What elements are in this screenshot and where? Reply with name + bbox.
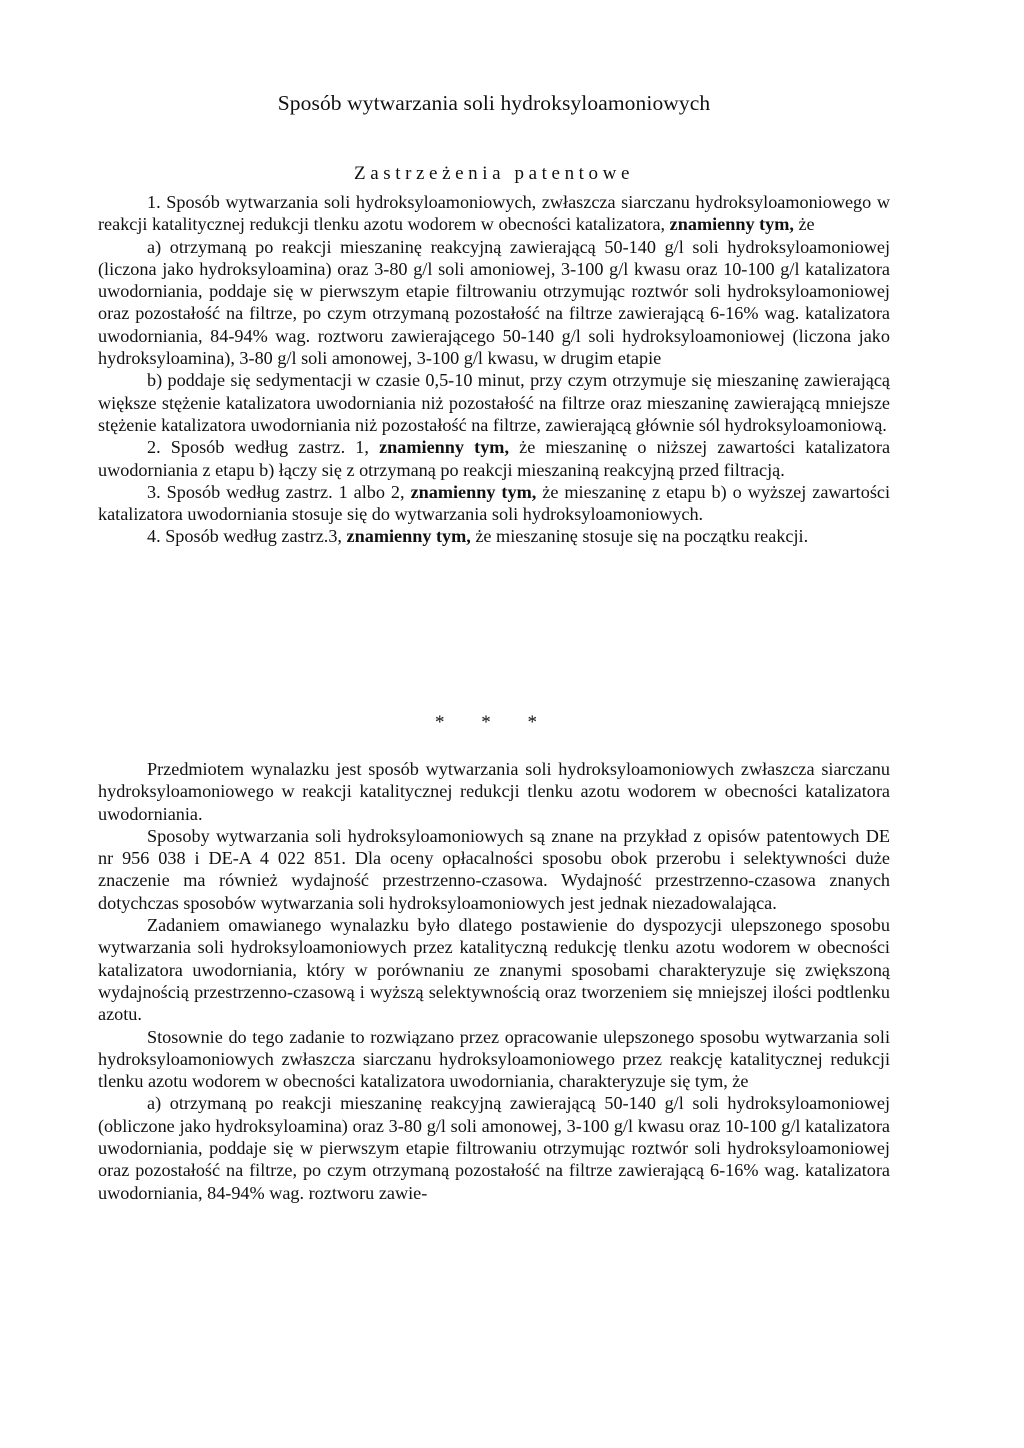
claim-2 (98, 436, 890, 481)
claims-heading: Zastrzeżenia patentowe (353, 163, 634, 184)
section-separator: * * * (435, 712, 553, 733)
description-paragraph: Stosownie do tego zadanie to rozwiązano przez opracowanie ulepszonego sposobu wytwarzania soli hydroksyloamoniowych zwłaszcza siarczanu hydroksyloamoniowego przez reakcję katalitycznej redukcji tlenku azotu wodorem w obecności katalizatora uwodorniania, charakteryzuje się tym, że (98, 1026, 890, 1092)
claim-1-keyword: znamienny tym, (669, 214, 794, 235)
claim-2-keyword: znamienny tym, (379, 437, 509, 458)
claim-4 (98, 525, 890, 547)
claim-3-keyword: znamienny tym, (410, 481, 537, 502)
description-paragraph: Zadaniem omawianego wynalazku było dlatego postawienie do dyspozycji ulepszonego sposobu wytwarzania soli hydroksyloamoniowych przez katalityczną redukcję tlenku azotu wodorem w obecności katalizatora uwodorniania, który w porównaniu ze znanymi sposobami charakteryzuje się zwiększoną wydajnością przestrzenno-czasową i wyższą selektywnością oraz tworzeniem się mniejszej ilości podtlenku azotu. (98, 915, 890, 1025)
claim-2-lead: 2. Sposób według zastrz. 1, (147, 437, 369, 458)
claim-1-lead: 1. Sposób wytwarzania soli hydroksyloamoniowych, zwłaszcza siarczanu hydroksyloamoniowego w reakcji katalitycznej redukcji tlenku azotu wodorem w obecności katalizatora, (98, 192, 890, 235)
claim-1-step-b: b) poddaje się sedymentacji w czasie 0,5-10 minut, przy czym otrzymuje się mieszaninę zawierającą większe stężenie katalizatora uwodorniania niż pozostałość na filtrze oraz mieszaninę zawierającą mniejsze stężenie katalizatora uwodorniania niż pozostałość na filtrze, zawierającą głównie sól hydroksyloamoniową. (98, 370, 890, 435)
claim-3 (98, 481, 890, 526)
claim-2-tail: że mieszaninę o niższej zawartości katalizatora uwodorniania z etapu b) łączy się z otrzymaną po reakcji mieszaniną reakcyjną przed filtracją. (98, 437, 891, 480)
claim-1-step-a: a) otrzymaną po reakcji mieszaninę reakcyjną zawierającą 50-140 g/l soli hydroksyloamoniowej (liczona jako hydroksyloamina) oraz 3-80 g/l soli amoniowej, 3-100 g/l kwasu oraz 10-100 g/l katalizatora uwodorniania, poddaje się w pierwszym etapie filtrowaniu otrzymując roztwór soli hydroksyloamoniowej oraz pozostałość na filtrze, po czym otrzymaną pozostałość na filtrze zawierającą 6-16% wag. katalizatora uwodorniania, 84-94% wag. roztworu zawierającego 50-140 g/l soli hydroksyloamoniowej (liczona jako hydroksyloamina), 3-80 g/l soli amonowej, 3-100 g/l kwasu, w drugim etapie (98, 236, 890, 369)
claim-4-lead: 4. Sposób według zastrz.3, (147, 526, 342, 547)
claims-section (98, 191, 890, 548)
description-section (98, 758, 890, 1204)
claim-3-tail: że mieszaninę z etapu b) o wyższej zawartości katalizatora uwodorniania stosuje się do wytwarzania soli hydroksyloamoniowych. (98, 481, 891, 525)
description-paragraph: a) otrzymaną po reakcji mieszaninę reakcyjną zawierającą 50-140 g/l soli hydroksyloamoniowej (obliczone jako hydroksyloamina) oraz 3-80 g/l soli amonowej, 3-100 g/l kwasu oraz 10-100 g/l katalizatora uwodorniania, poddaje się w pierwszym etapie filtrowaniu otrzymując roztwór soli hydroksyloamoniowej oraz pozostałość na filtrze, po czym otrzymaną pozostałość na filtrze zawierającą 6-16% wag. katalizatora uwodorniania, 84-94% wag. roztworu zawie- (98, 1093, 890, 1203)
claim-1-tail: że (798, 214, 815, 235)
description-paragraph: Sposoby wytwarzania soli hydroksyloamoniowych są znane na przykład z opisów patentowych DE nr 956 038 i DE-A 4 022 851. Dla oceny opłacalności sposobu obok przerobu i selektywności duże znaczenie ma również wydajność przestrzenno-czasowa. Wydajność przestrzenno-czasowa znanych dotychczas sposobów wytwarzania soli hydroksyloamoniowych jest jednak niezadowalająca. (98, 825, 890, 913)
claim-4-keyword: znamienny tym, (346, 526, 471, 547)
document-title: Sposób wytwarzania soli hydroksyloamoniowych (277, 91, 711, 115)
claim-3-lead: 3. Sposób według zastrz. 1 albo 2, (147, 481, 405, 502)
description-paragraph: Przedmiotem wynalazku jest sposób wytwarzania soli hydroksyloamoniowych zwłaszcza siarczanu hydroksyloamoniowego w reakcji katalitycznej redukcji tlenku azotu wodorem w obecności katalizatora uwodorniania. (98, 759, 890, 824)
claim-1 (98, 191, 890, 236)
claim-4-tail: że mieszaninę stosuje się na początku reakcji. (475, 526, 809, 547)
